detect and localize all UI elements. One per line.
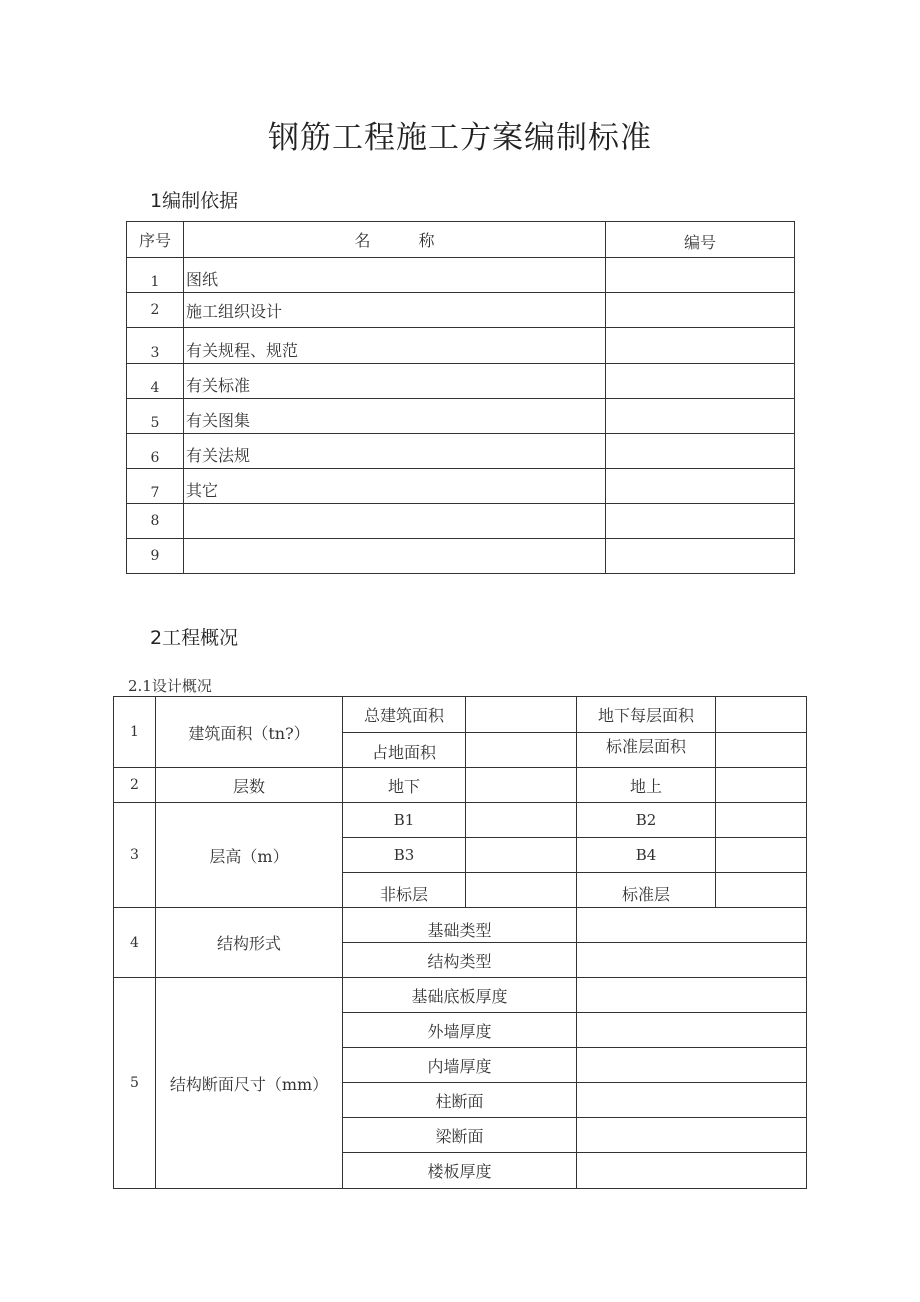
row-label: 结构断面尺寸（mm） [156, 978, 343, 1189]
cell-value [577, 943, 807, 978]
table-row [127, 399, 795, 434]
row-label: 结构形式 [156, 908, 343, 978]
row-no: 4 [127, 364, 184, 399]
row-label: 层数 [156, 768, 343, 803]
cell-value [577, 978, 807, 1013]
cell-label: 占地面积 [343, 733, 466, 768]
row-no: 4 [114, 908, 156, 978]
row-no: 1 [127, 258, 184, 293]
row-name: 有关规程、规范 [184, 328, 606, 364]
row-name: 有关图集 [184, 399, 606, 434]
row-no: 3 [127, 328, 184, 364]
table-row [127, 328, 795, 364]
cell-label: B4 [577, 838, 716, 873]
table-row [127, 539, 795, 574]
cell-value [716, 733, 807, 768]
cell-label: 外墙厚度 [343, 1013, 577, 1048]
cell-label: 地上 [577, 768, 716, 803]
row-name: 其它 [184, 469, 606, 504]
cell-value [577, 1083, 807, 1118]
cell-label: 地下 [343, 768, 466, 803]
row-label: 层高（m） [156, 803, 343, 908]
row-no: 6 [127, 434, 184, 469]
row-code [606, 258, 795, 293]
cell-value [466, 768, 577, 803]
cell-label: 内墙厚度 [343, 1048, 577, 1083]
cell-value [577, 1118, 807, 1153]
cell-value [716, 838, 807, 873]
cell-label: 非标层 [343, 873, 466, 908]
cell-label: 楼板厚度 [343, 1153, 577, 1189]
row-no: 1 [114, 697, 156, 768]
row-name: 有关标准 [184, 364, 606, 399]
row-code [606, 504, 795, 539]
cell-label: 总建筑面积 [343, 697, 466, 733]
row-no: 2 [114, 768, 156, 803]
cell-label: 基础类型 [343, 908, 577, 943]
table-row [114, 908, 807, 943]
row-label: 建筑面积（tn?） [156, 697, 343, 768]
design-overview-table [113, 696, 807, 1189]
cell-value [577, 1048, 807, 1083]
row-code [606, 469, 795, 504]
header-name: 名 称 [184, 222, 606, 258]
cell-label: 结构类型 [343, 943, 577, 978]
row-name [184, 539, 606, 574]
cell-value [577, 908, 807, 943]
cell-value [466, 873, 577, 908]
cell-label: B3 [343, 838, 466, 873]
table-row [127, 469, 795, 504]
cell-value [577, 1153, 807, 1189]
row-no: 9 [127, 539, 184, 574]
cell-label: 基础底板厚度 [343, 978, 577, 1013]
row-no: 8 [127, 504, 184, 539]
row-no: 7 [127, 469, 184, 504]
cell-label: B1 [343, 803, 466, 838]
row-code [606, 293, 795, 328]
row-no: 3 [114, 803, 156, 908]
row-no: 5 [114, 978, 156, 1189]
header-no: 序号 [127, 222, 184, 258]
row-code [606, 434, 795, 469]
table-row [114, 978, 807, 1013]
table-row [114, 803, 807, 838]
document-title: 钢筋工程施工方案编制标准 [268, 120, 652, 156]
basis-table [126, 221, 795, 574]
row-name: 图纸 [184, 258, 606, 293]
cell-value [577, 1013, 807, 1048]
header-code: 编号 [606, 222, 795, 258]
cell-label: 地下每层面积 [577, 697, 716, 733]
table-row [127, 293, 795, 328]
cell-label: B2 [577, 803, 716, 838]
table-row [114, 697, 807, 733]
cell-label: 柱断面 [343, 1083, 577, 1118]
row-code [606, 399, 795, 434]
table-row [127, 434, 795, 469]
table-row [127, 504, 795, 539]
cell-value [466, 733, 577, 768]
section-2-1-heading: 2.1设计概况 [128, 677, 212, 695]
row-name [184, 504, 606, 539]
table-row [114, 768, 807, 803]
row-name: 施工组织设计 [184, 293, 606, 328]
row-code [606, 364, 795, 399]
section-2-heading: 2工程概况 [150, 627, 239, 649]
row-name: 有关法规 [184, 434, 606, 469]
cell-label: 梁断面 [343, 1118, 577, 1153]
cell-value [466, 838, 577, 873]
cell-value [716, 803, 807, 838]
table-row [127, 258, 795, 293]
table-row [127, 364, 795, 399]
row-code [606, 328, 795, 364]
cell-label: 标准层 [577, 873, 716, 908]
cell-value [716, 697, 807, 733]
row-code [606, 539, 795, 574]
section-1-heading: 1编制依据 [150, 190, 239, 212]
cell-value [466, 803, 577, 838]
row-no: 5 [127, 399, 184, 434]
cell-value [716, 873, 807, 908]
basis-table-header [127, 222, 795, 258]
row-no: 2 [127, 293, 184, 328]
cell-value [716, 768, 807, 803]
cell-value [466, 697, 577, 733]
cell-label: 标准层面积 [577, 733, 716, 768]
